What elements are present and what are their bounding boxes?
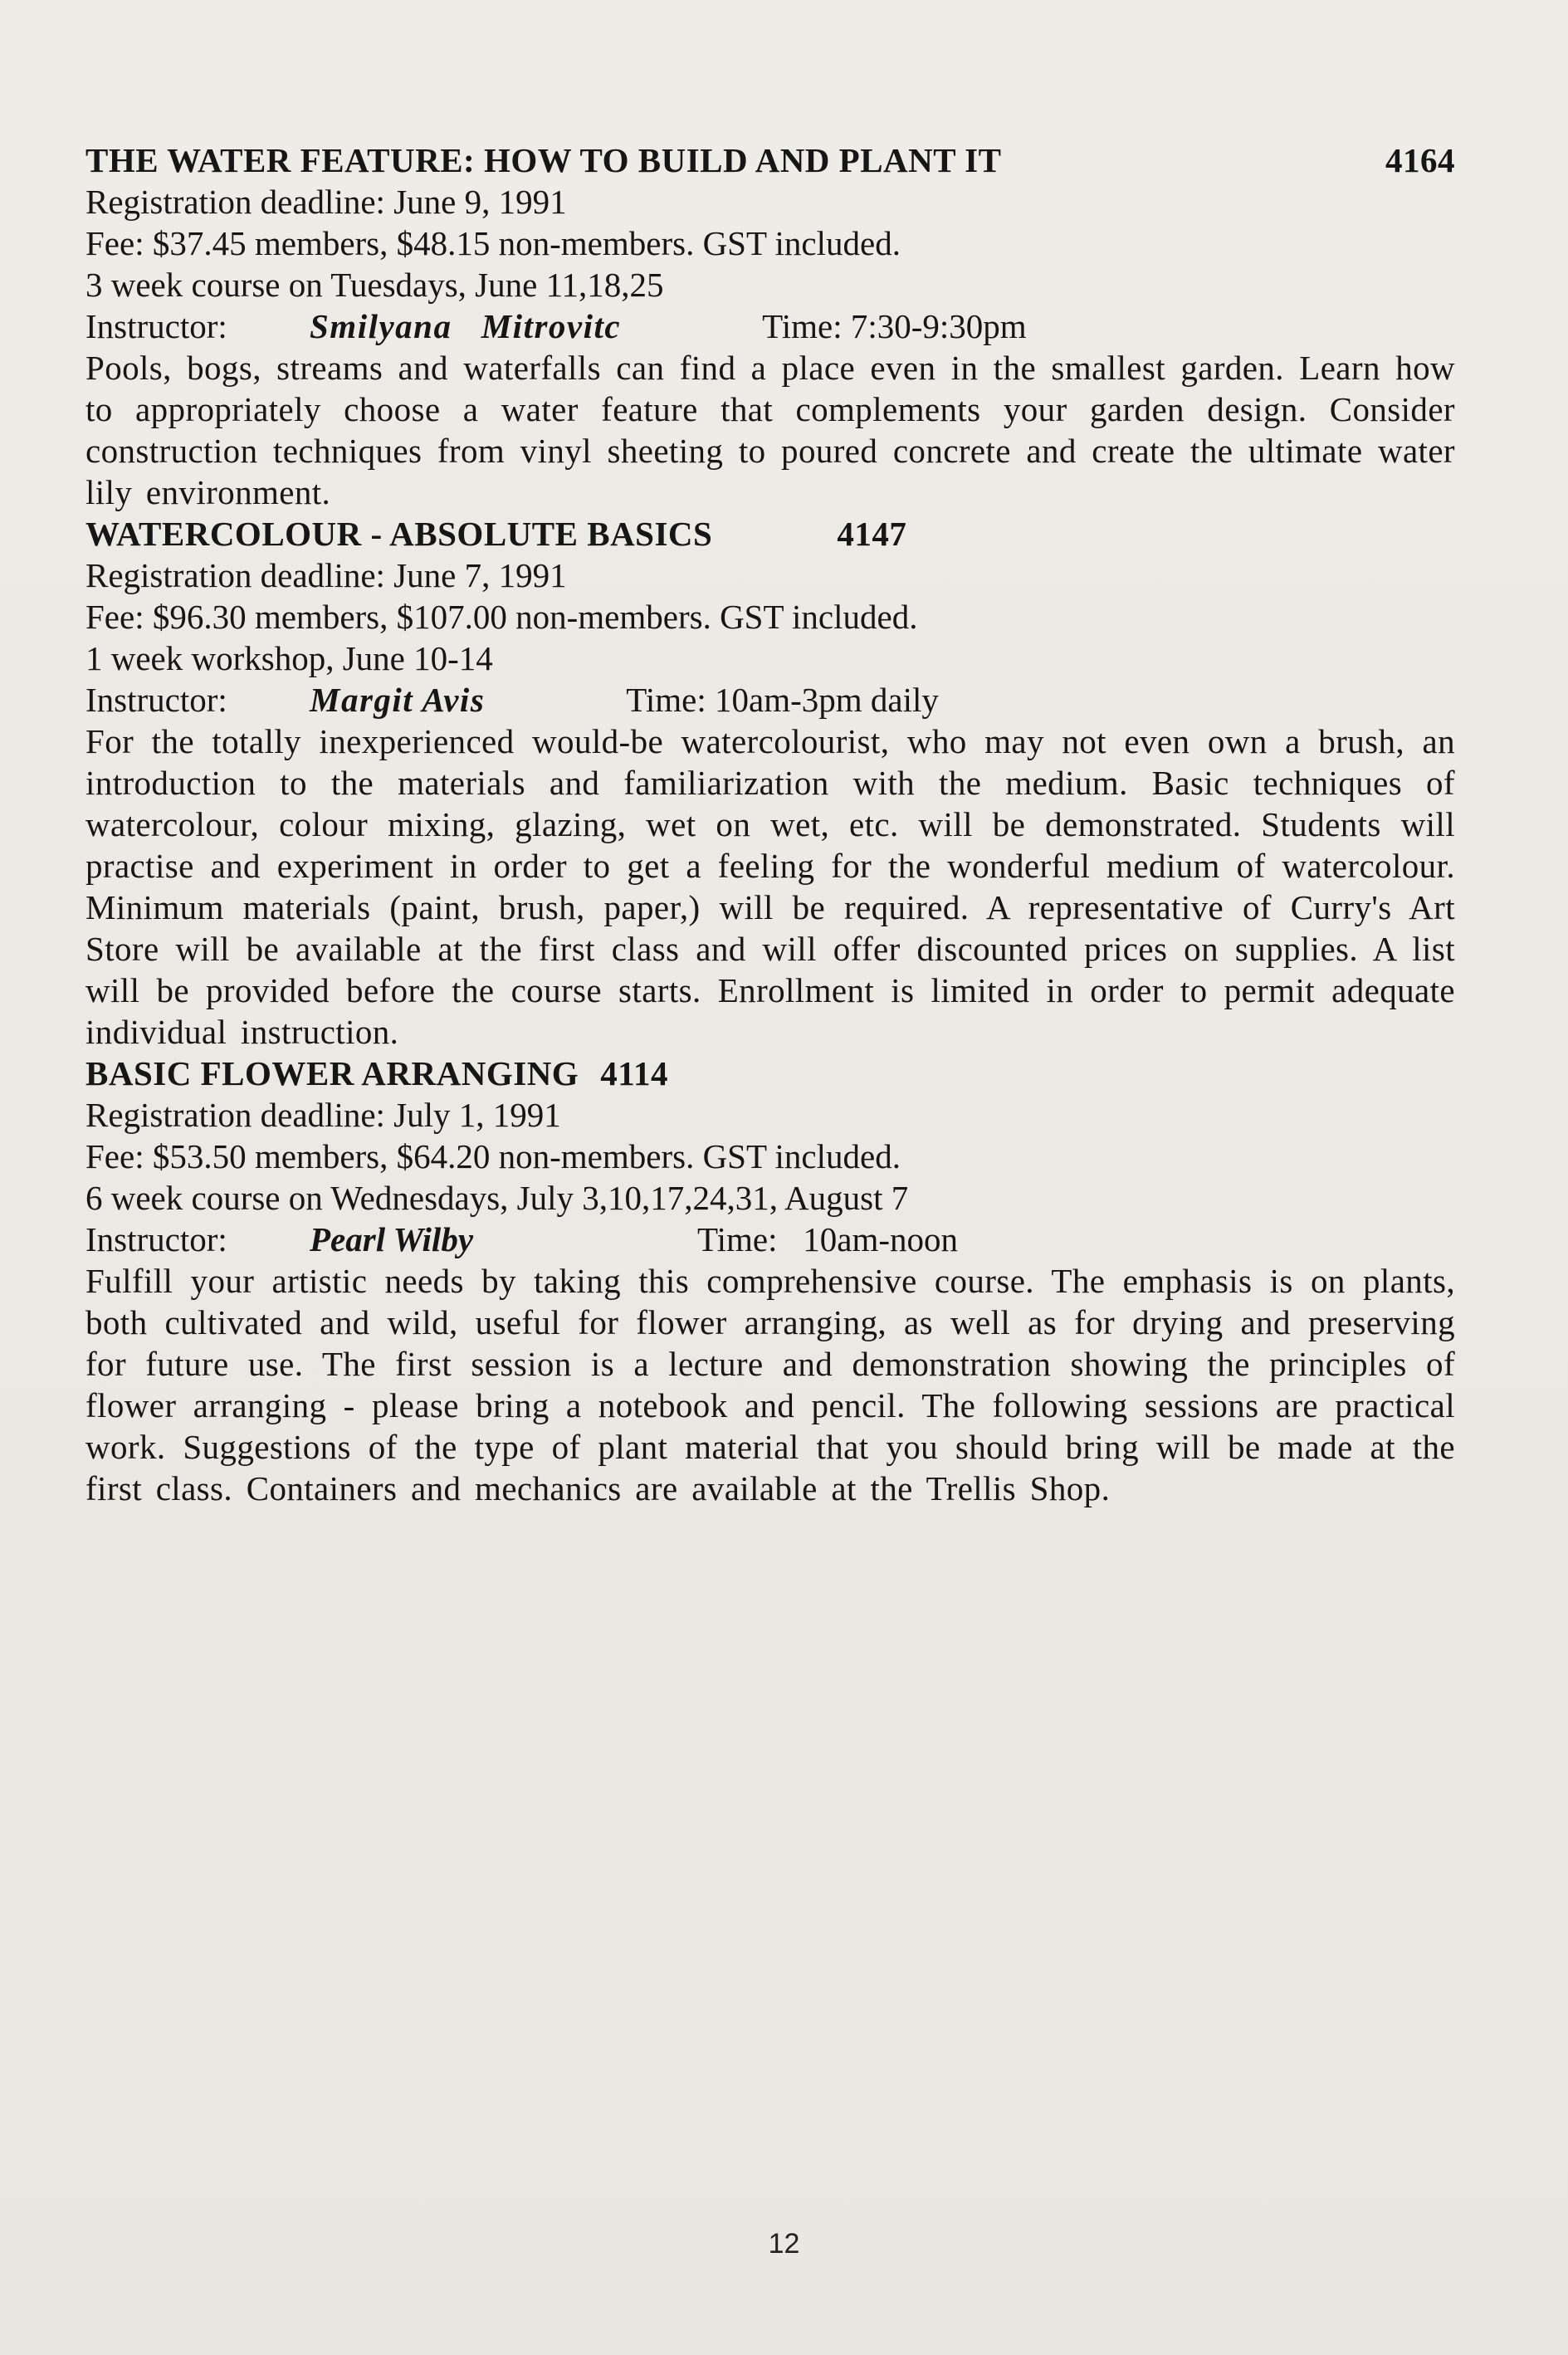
registration-deadline: Registration deadline: June 7, 1991 xyxy=(85,556,567,594)
page-number: 12 xyxy=(768,2228,800,2260)
instructor-line xyxy=(85,1219,1455,1260)
instructor-name: Margit Avis xyxy=(310,681,486,719)
course-schedule: 3 week course on Tuesdays, June 11,18,25 xyxy=(85,266,664,304)
course-description: Pools, bogs, streams and waterfalls can find a place even in the smallest garden. Learn how to appropriately choose a water feature that complements your garden design. Consider construction techniques from vinyl sheeting to poured concrete and create the ultimate water lily environment. xyxy=(85,349,1455,511)
course-schedule: 1 week workshop, June 10-14 xyxy=(85,639,493,677)
course-description: Fulfill your artistic needs by taking this comprehensive course. The emphasis is on plants, both cultivated and wild, useful for flower arranging, as well as for drying and preserving for future use. The first session is a lecture and demonstration showing the principles of flower arranging - please bring a notebook and pencil. The following sessions are practical work. Suggestions of the type of plant material that you should bring will be made at the first class. Containers and mechanics are available at the Trellis Shop. xyxy=(85,1262,1455,1507)
instructor-label: Instructor: xyxy=(85,307,227,345)
course-code: 4164 xyxy=(1385,141,1455,179)
registration-deadline: Registration deadline: July 1, 1991 xyxy=(85,1096,561,1134)
course-fee: Fee: $53.50 members, $64.20 non-members. GST included. xyxy=(85,1137,901,1175)
course-fee: Fee: $96.30 members, $107.00 non-members. GST included. xyxy=(85,598,918,636)
instructor-name: Smilyana Mitrovitc xyxy=(310,307,622,345)
course-title xyxy=(85,139,1455,181)
course-time: Time: 7:30-9:30pm xyxy=(762,307,1027,345)
course-title-text: WATERCOLOUR - ABSOLUTE BASICS xyxy=(85,515,713,553)
course-water-feature xyxy=(85,139,1455,513)
instructor-line xyxy=(85,305,1455,347)
course-title-text: THE WATER FEATURE: HOW TO BUILD AND PLANT IT xyxy=(85,141,1002,179)
course-title-text: BASIC FLOWER ARRANGING xyxy=(85,1054,579,1092)
course-description: For the totally inexperienced would-be watercolourist, who may not even own a brush, an introduction to the materials and familiarization with the medium. Basic techniques of watercolour, colour mixing, glazing, wet on wet, etc. will be demonstrated. Students will practise and experiment in order to get a feeling for the wonderful medium of watercolour. Minimum materials (paint, brush, paper,) will be required. A representative of Curry's Art Store will be available at the first class and will offer discounted prices on supplies. A list will be provided before the course starts. Enrollment is limited in order to permit adequate individual instruction. xyxy=(85,722,1455,1051)
course-flower-arranging xyxy=(85,1053,1455,1509)
course-title xyxy=(85,513,1455,555)
course-listing xyxy=(85,139,1455,1509)
course-code: 4114 xyxy=(600,1054,668,1092)
instructor-label: Instructor: xyxy=(85,1220,227,1258)
course-schedule: 6 week course on Wednesdays, July 3,10,17,24,31, August 7 xyxy=(85,1179,909,1217)
registration-deadline: Registration deadline: June 9, 1991 xyxy=(85,183,567,221)
course-time: Time: 10am-3pm daily xyxy=(626,681,939,719)
instructor-name: Pearl Wilby xyxy=(310,1220,474,1258)
course-watercolour xyxy=(85,513,1455,1053)
course-code: 4147 xyxy=(837,515,907,553)
course-time: Time: 10am-noon xyxy=(697,1220,958,1258)
course-fee: Fee: $37.45 members, $48.15 non-members. GST included. xyxy=(85,224,901,262)
course-title xyxy=(85,1053,1455,1094)
instructor-line xyxy=(85,679,1455,721)
instructor-label: Instructor: xyxy=(85,681,227,719)
